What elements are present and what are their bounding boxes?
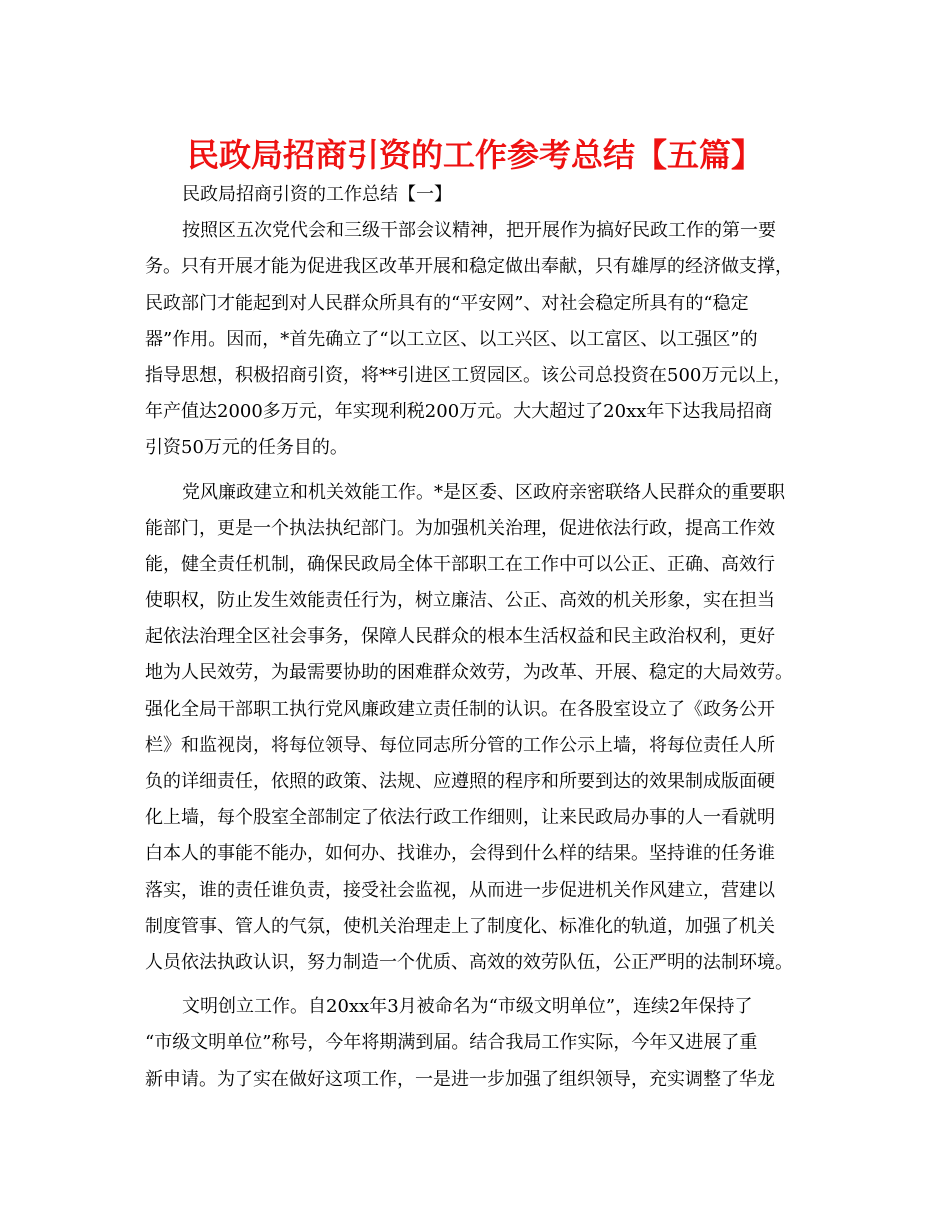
text-line: 负的详细责任，依照的政策、法规、应遵照的程序和所要到达的效果制成版面硬 [145,771,775,792]
text-line: 化上墙，每个股室全部制定了依法行政工作细则，让来民政局办事的人一看就明 [145,807,775,829]
text-line: “市级文明单位”称号，今年将期满到届。结合我局工作实际，今年又进展了重 [145,1032,758,1054]
text-line: 按照区五次党代会和三级干部会议精神，把开展作为搞好民政工作的第一要 [182,220,776,242]
text-line: 能，健全责任机制，确保民政局全体干部职工在工作中可以公正、正确、高效行 [145,553,775,575]
text-line: 强化全局干部职工执行党风廉政建立责任制的认识。在各股室设立了《政务公开 [145,698,775,720]
text-line: 人员依法执政认识，努力制造一个优质、高效的效劳队伍，公正严明的法制环境。 [145,951,793,973]
text-line: 文明创立工作。自20xx年3月被命名为“市级文明单位”，连续2年保持了 [182,996,753,1018]
document-title: 民政局招商引资的工作参考总结【五篇】 [186,136,763,174]
text-line: 民政局招商引资的工作总结【一】 [182,184,452,205]
text-line: 制度管事、管人的气氛，使机关治理走上了制度化、标准化的轨道，加强了机关 [145,915,775,937]
text-line: 使职权，防止发生效能责任行为，树立廉洁、公正、高效的机关形象，实在担当 [145,590,775,612]
text-line: 民政部门才能起到对人民群众所具有的“平安网”、对社会稳定所具有的“稳定 [145,292,749,314]
text-line: 地为人民效劳，为最需要协助的困难群众效劳，为改革、开展、稳定的大局效劳。 [145,662,793,684]
text-line: 能部门，更是一个执法执纪部门。为加强机关治理，促进依法行政，提高工作效 [145,517,775,539]
document-body [145,177,805,1098]
text-line: 白本人的事能不能办，如何办、找谁办，会得到什么样的结果。坚持谁的任务谁 [145,843,775,865]
text-line: 党风廉政建立和机关效能工作。*是区委、区政府亲密联络人民群众的重要职 [182,481,785,503]
text-line: 栏》和监视岗，将每位领导、每位同志所分管的工作公示上墙，将每位责任人所 [145,734,775,756]
text-line: 落实，谁的责任谁负责，接受社会监视，从而进一步促进机关作风建立，营建以 [145,879,775,901]
text-line: 新申请。为了实在做好这项工作，一是进一步加强了组织领导，充实调整了华龙 [145,1068,775,1090]
text-line: 起依法治理全区社会事务，保障人民群众的根本生活权益和民主政治权利，更好 [145,626,775,648]
text-line: 务。只有开展才能为促进我区改革开展和稳定做出奉献，只有雄厚的经济做支撑， [145,256,793,278]
text-line: 器”作用。因而，*首先确立了“以工立区、以工兴区、以工富区、以工强区”的 [145,328,758,350]
paragraph-gap [145,467,805,475]
text-line: 引资50万元的任务目的。 [145,437,348,459]
paragraph-gap [145,981,805,989]
text-line: 指导思想，积极招商引资，将**引进区工贸园区。该公司总投资在500万元以上， [145,364,792,386]
text-line: 年产值达2000多万元，年实现利税200万元。大大超过了20xx年下达我局招商 [145,401,773,423]
